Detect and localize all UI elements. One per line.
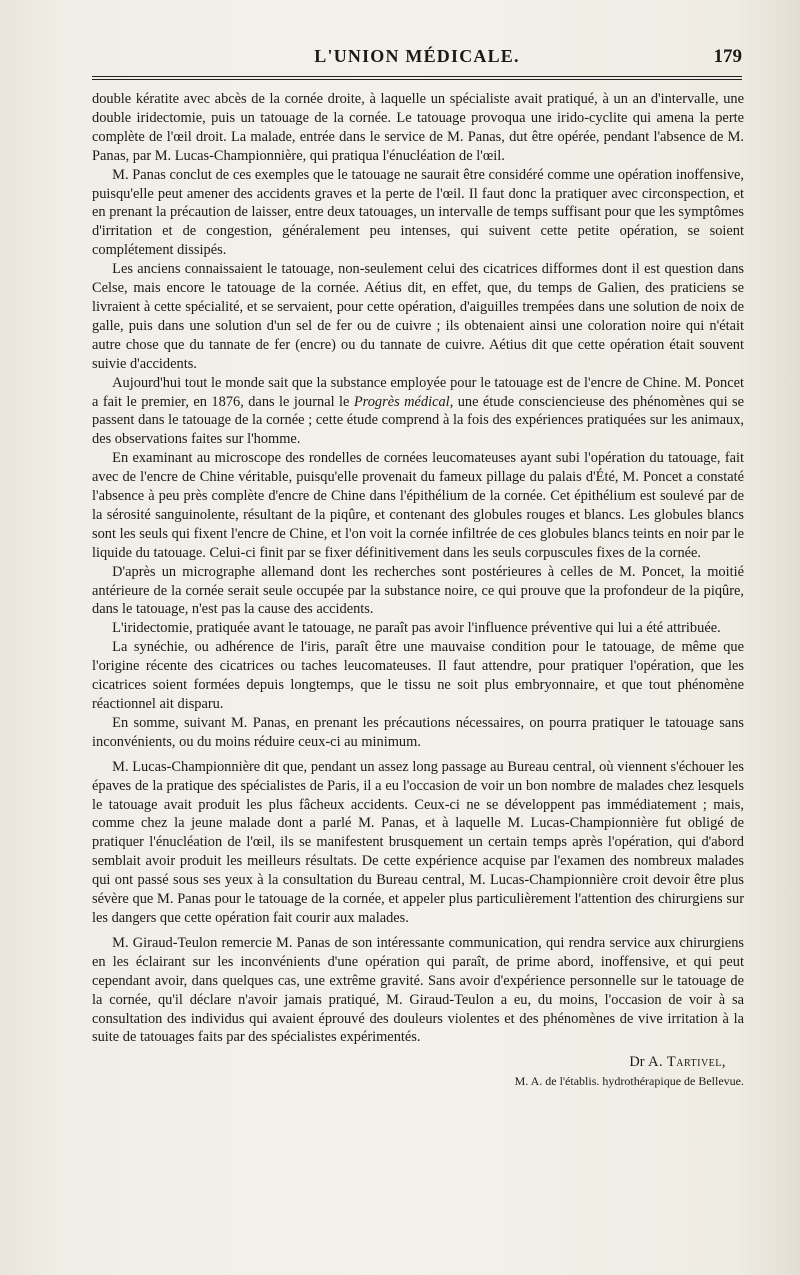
paragraph-5: En examinant au microscope des rondelles de cornées leucomateuses ayant subi l'opération du tatouage, fait avec de l'encre de Chine véritable, puisqu'elle provenait du fameux pillage du palais d'Été, M. Poncet a constaté l'absence à peu près complète d'encre de Chine dans l'épithélium de la cornée. Cet épithélium est soulevé par de la sérosité sanguinolente, résultant de la piqûre, et contenant des globules rouges et blancs. Les globules blancs sont les seuls qui fixent l'encre de Chine, et l'on voit la cornée infiltrée de ces globules blancs teints en noir par le liquide du tatouage. Celui-ci finit par se fixer définitivement dans les seuls corpuscules fixes de la cornée. bbox=[92, 450, 744, 561]
paragraph-2: M. Panas conclut de ces exemples que le tatouage ne saurait être considéré comme une opération inoffensive, puisqu'elle peut amener des accidents graves et la perte de l'œil. Il faut donc la pratiquer avec circonspection, et en prenant la précaution de laisser, entre deux tatouages, un intervalle de temps suffisant pour que les symptômes d'irritation et de congestion, généralement peu intenses, qui suivent cette petite opération, se soient complétement dissipés. bbox=[92, 166, 744, 259]
paragraph-9: En somme, suivant M. Panas, en prenant les précautions nécessaires, on pourra pratiquer le tatouage sans inconvénients, ou du moins réduire ceux-ci au minimum. bbox=[92, 714, 744, 750]
paragraph-7: L'iridectomie, pratiquée avant le tatouage, ne paraît pas avoir l'influence préventive qui lui a été attribuée. bbox=[112, 620, 721, 637]
paragraph-3: Les anciens connaissaient le tatouage, non-seulement celui des cicatrices difformes dont il est question dans Celse, mais encore le tatouage de la cornée. Aétius dit, en effet, que, du temps de Galien, des praticiens se livraient à cette spécialité, et se servaient, pour cette opération, d'aiguilles trempées dans une solution de noix de galle, puis dans une solution d'un sel de fer ou de cuivre ; ils obtenaient ainsi une coloration noire qui n'était autre chose que du tannate de fer (encre) ou du tannate de cuivre. Aétius dit que cette opération était souvent suivie d'accidents. bbox=[92, 261, 744, 372]
paragraph-4-text-a: Aujourd'hui tout le monde sait que la substance employée pour le tatouage est de l'encre de Chine. M. Poncet a fait le premier, en 1876, dans le journal le bbox=[92, 374, 744, 410]
paragraph-6: D'après un micrographe allemand dont les recherches sont postérieures à celles de M. Poncet, la moitié antérieure de la cornée serait seule occupée par la substance noire, ce qui prouve que la profondeur de la piqûre, dans le tatouage, n'est pas la cause des accidents. bbox=[92, 563, 744, 618]
paragraph-4-text-b: , une étude consciencieuse des phénomènes qui se passent dans le tatouage de la cornée ; cette étude comprend à la fois des expériences pratiquées sur les animaux, des observations faites sur l'homme. bbox=[92, 393, 744, 448]
signature-prefix: Dr bbox=[629, 1054, 645, 1071]
journal-title: Progrès médical bbox=[353, 393, 450, 410]
paragraph-1: double kératite avec abcès de la cornée droite, à laquelle un spécialiste avait pratiqué, à un an d'intervalle, une double iridectomie, puis un tatouage de la cornée. Le tatouage provoqua une irido-cyclite qui amena la perte complète de l'œil droit. La malade, entrée dans le service de M. Panas, dut être opérée, pendant l'absence de M. Panas, par M. Lucas-Championnière, qui pratiqua l'énucléation de l'œil. bbox=[92, 91, 744, 164]
signature-name bbox=[92, 1053, 744, 1072]
page-header bbox=[92, 46, 742, 70]
signature-author: A. Tartivel, bbox=[648, 1054, 726, 1071]
signature-title: M. A. de l'établis. hydrothérapique de Bellevue. bbox=[514, 1074, 744, 1089]
paragraph-8: La synéchie, ou adhérence de l'iris, paraît être une mauvaise condition pour le tatouage, de même que l'origine récente des cicatrices ou taches leucomateuses. Il faut attendre, pour pratiquer l'opération, que les cicatrices soient formées depuis longtemps, que le tissu ne soit plus embryonnaire, et que tout phénomène réactionnel ait disparu. bbox=[92, 639, 744, 712]
paragraph-11: M. Giraud-Teulon remercie M. Panas de son intéressante communication, qui rendra service aux chirurgiens en les éclairant sur les inconvénients d'une opération qui paraît, de prime abord, inoffensive, et qui peut cependant avoir, dans quelques cas, une extrême gravité. Sans avoir d'expérience personnelle sur le tatouage de la cornée, qu'il déclare n'avoir jamais pratiqué, M. Giraud-Teulon a eu, du moins, l'occasion de voir à sa consultation des individus qui avaient éprouvé des douleurs violentes et des phénomènes de vive irritation à la suite de tatouages faits par des spécialistes expérimentés. bbox=[92, 934, 744, 1046]
page-number: 179 bbox=[713, 46, 742, 67]
paragraph-10: M. Lucas-Championnière dit que, pendant un assez long passage au Bureau central, où viennent s'échouer les épaves de la pratique des spécialistes de Paris, il a eu l'occasion de voir un bon nombre de malades chez lesquels le tatouage avait produit les plus fâcheux accidents. Ceux-ci ne se développent pas immédiatement ; mais, comme chez la jeune malade dont a parlé M. Panas, et à laquelle M. Lucas-Championnière fut obligé de pratiquer l'énucléation de l'œil, ils se manifestent brusquement un certain temps après l'opération, qui d'abord semblait avoir produit les meilleurs résultats. De cette expérience acquise par l'examen des nombreux malades qui ont passé sous ses yeux à la consultation du Bureau central, M. Lucas-Championnière croit devoir être plus sévère que M. Panas pour le tatouage de la cornée, et appeler plus particulièrement l'attention des chirurgiens sur les dangers que cette opération fait courir aux malades. bbox=[92, 758, 744, 926]
header-rule bbox=[92, 76, 742, 80]
running-head: L'UNION MÉDICALE. bbox=[314, 46, 520, 66]
paragraph-4 bbox=[92, 374, 744, 450]
article-body bbox=[92, 90, 744, 1091]
signature-block bbox=[92, 1053, 744, 1091]
